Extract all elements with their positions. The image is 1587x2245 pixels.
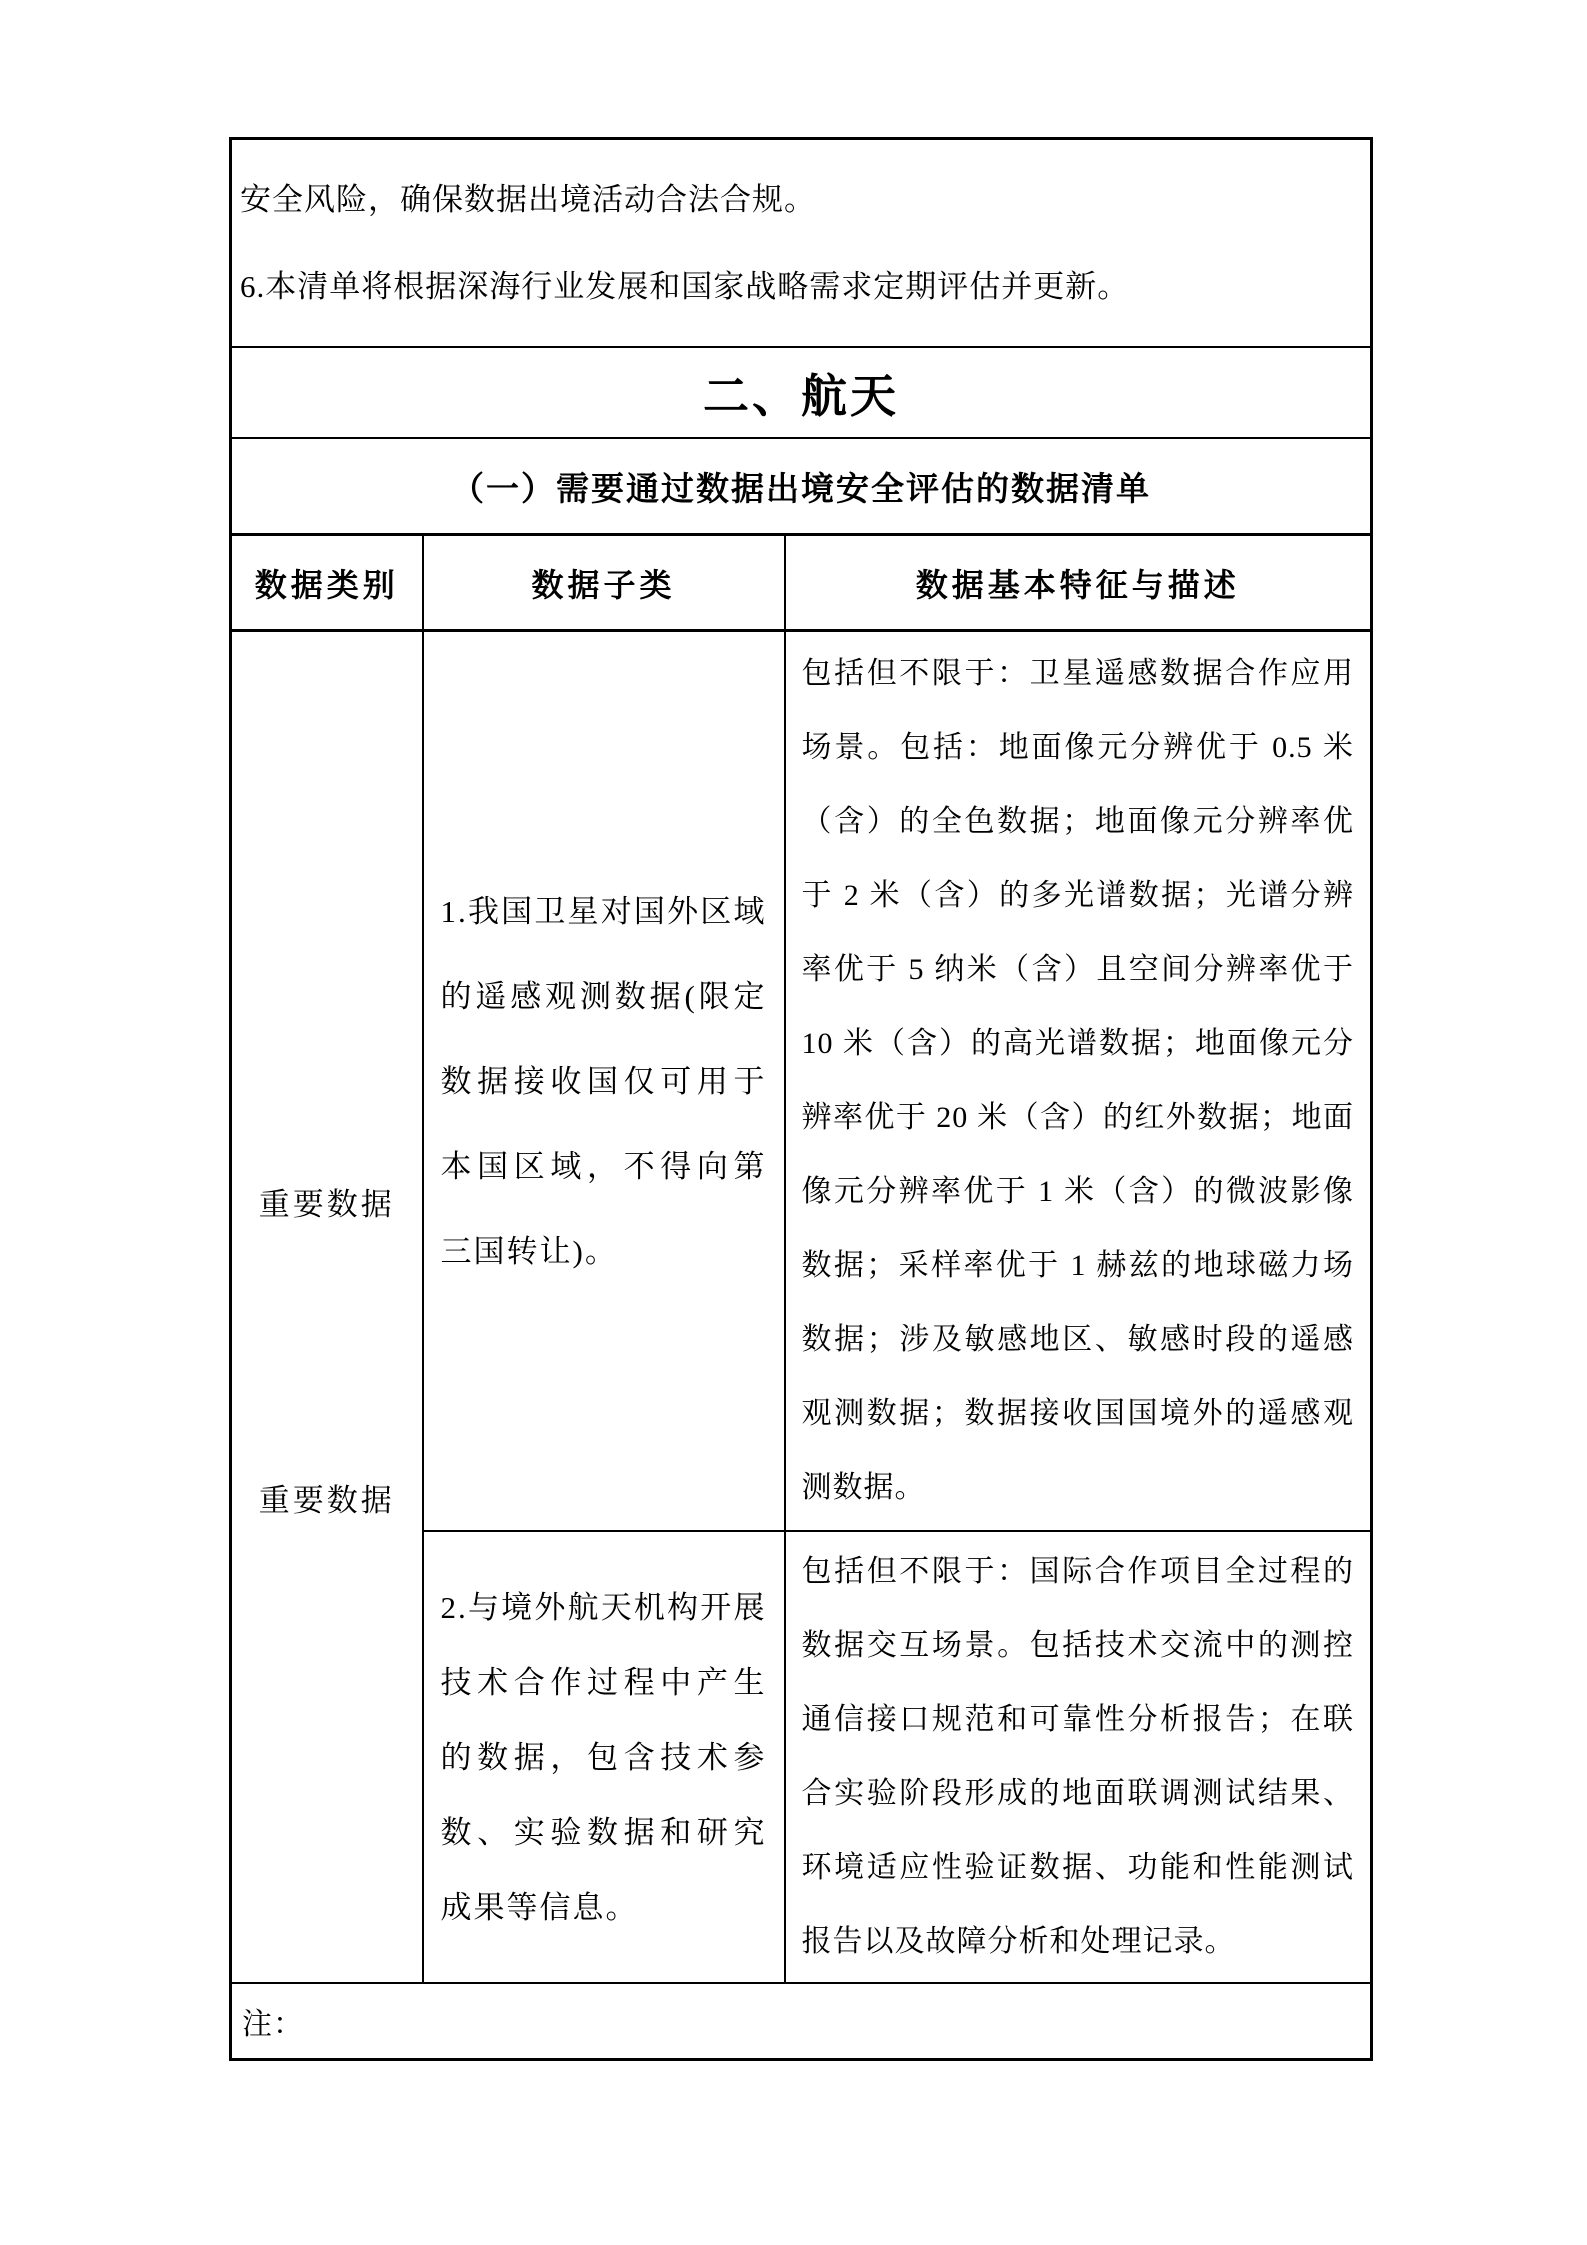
- description-cell-1: [785, 631, 1372, 1532]
- column-header-category: 数据类别: [231, 535, 423, 631]
- intro-cell: [231, 139, 1372, 348]
- note-label: 注：: [231, 1983, 1372, 2060]
- intro-line-1: 安全风险，确保数据出境活动合法合规。: [240, 181, 816, 217]
- table-row-1: [231, 631, 1372, 1532]
- subsection-row: [231, 438, 1372, 535]
- section-row: [231, 347, 1372, 438]
- subcategory-text-1: 1.我国卫星对国外区域的遥感观测数据(限定数据接收国仅可用于本国区域，不得向第三国转让)。: [440, 893, 767, 1269]
- description-cell-2: [785, 1531, 1372, 1983]
- column-header-subcategory: 数据子类: [423, 535, 785, 631]
- category-label-2: 重要数据: [258, 1483, 395, 1518]
- description-text-2: 包括但不限于：国际合作项目全过程的数据交互场景。包括技术交流中的测控通信接口规范和可靠性分析报告；在联合实验阶段形成的地面联调测试结果、环境适应性验证数据、功能和性能测试报告以及故障分析和处理记录。: [801, 1555, 1355, 1958]
- category-label-1: 重要数据: [258, 1187, 395, 1222]
- content-table: [229, 137, 1373, 2061]
- intro-line-2: 6.本清单将根据深海行业发展和国家战略需求定期评估并更新。: [240, 268, 1130, 304]
- subcategory-cell-2: [423, 1531, 785, 1983]
- table-header-row: [231, 535, 1372, 631]
- subsection-title: （一）需要通过数据出境安全评估的数据清单: [231, 438, 1372, 535]
- section-title: 二、航天: [231, 347, 1372, 438]
- subcategory-text-2: 2.与境外航天机构开展技术合作过程中产生的数据，包含技术参数、实验数据和研究成果等信息。: [440, 1589, 767, 1925]
- category-cell: [231, 631, 423, 1984]
- subcategory-cell-1: [423, 631, 785, 1532]
- note-row: [231, 1983, 1372, 2060]
- column-header-description: 数据基本特征与描述: [785, 535, 1372, 631]
- intro-row: [231, 139, 1372, 348]
- description-text-1: 包括但不限于：卫星遥感数据合作应用场景。包括：地面像元分辨优于 0.5 米（含）的全色数据；地面像元分辨率优于 2 米（含）的多光谱数据；光谱分辨率优于 5 纳米（含）且空间分辨率优于 10 米（含）的高光谱数据；地面像元分辨率优于 20 米（含）的红外数据；地面像元分辨率优于 1 米（含）的微波影像数据；采样率优于 1 赫兹的地球磁力场数据；涉及敏感地区、敏感时段的遥感观测数据；数据接收国国境外的遥感观测数据。: [801, 657, 1355, 1504]
